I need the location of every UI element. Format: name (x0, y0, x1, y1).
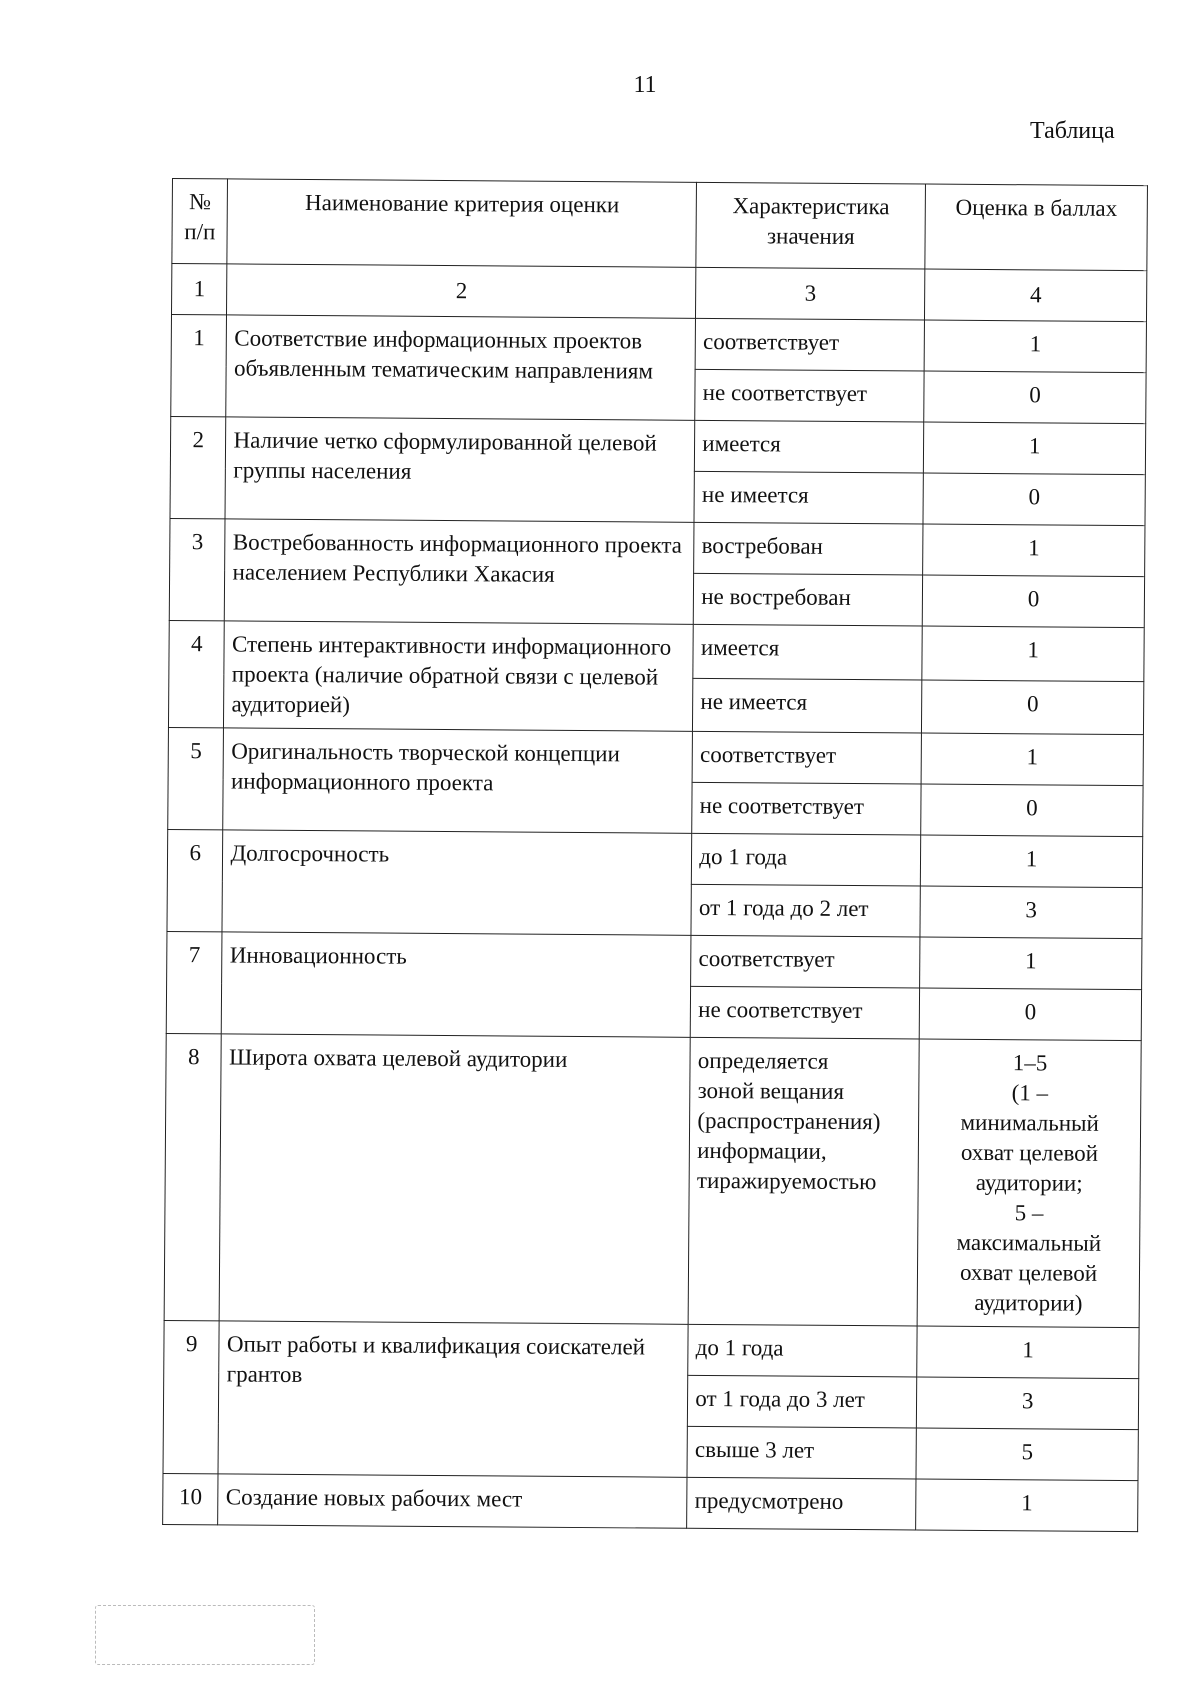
criterion-row (164, 1320, 1139, 1378)
table-header-row (172, 179, 1148, 271)
criterion-name: Опыт работы и квалификация соискателей грантов (218, 1321, 688, 1477)
criterion-score: 1 (916, 1479, 1138, 1532)
column-number: 4 (925, 269, 1147, 322)
criterion-number: 3 (169, 518, 225, 620)
criterion-row (169, 620, 1144, 681)
criterion-characteristic: не востребован (694, 573, 923, 626)
criterion-name: Степень интерактивности информационного проекта (наличие обратной связи с целевой аудиторией) (224, 621, 694, 731)
criterion-score: 3 (920, 886, 1142, 939)
criterion-score: 1 (921, 835, 1143, 888)
criterion-score: 0 (922, 680, 1144, 735)
criterion-score: 1 (924, 422, 1146, 475)
criterion-characteristic: от 1 года до 2 лет (691, 884, 920, 937)
criterion-score: 1 (922, 626, 1144, 681)
criterion-score: 0 (923, 473, 1145, 526)
criterion-number: 8 (164, 1033, 222, 1320)
criterion-name: Широта охвата целевой аудитории (220, 1034, 691, 1324)
document-stamp (95, 1605, 315, 1665)
criterion-row (167, 829, 1142, 887)
criterion-characteristic: не соответствует (692, 782, 921, 835)
criterion-name: Наличие четко сформулированной целевой группы населения (225, 417, 695, 522)
criterion-name: Долгосрочность (222, 830, 692, 935)
criterion-row (170, 416, 1145, 474)
criterion-number: 10 (163, 1473, 219, 1524)
criterion-characteristic: предусмотрено (687, 1477, 916, 1530)
criterion-name: Соответствие информационных проектов объявленным тематическим направлениям (226, 315, 696, 420)
criterion-score: 1 (917, 1326, 1139, 1379)
criterion-score: 5 (916, 1428, 1138, 1481)
header-num: № п/п (172, 179, 228, 264)
criterion-row (163, 1473, 1138, 1531)
criterion-name: Востребованность информационного проекта населением Республики Хакасия (225, 519, 695, 624)
criterion-characteristic: от 1 года до 3 лет (688, 1375, 917, 1428)
criterion-characteristic: имеется (693, 624, 922, 679)
criterion-row (171, 315, 1146, 373)
criterion-score: 0 (921, 784, 1143, 837)
criterion-characteristic: до 1 года (692, 833, 921, 886)
criterion-score: 1 (921, 733, 1143, 786)
column-numbers-row (171, 264, 1146, 322)
column-number: 3 (696, 267, 925, 320)
criterion-number: 5 (168, 727, 224, 829)
header-characteristic: Характеристика значения (696, 182, 925, 269)
criterion-characteristic: не соответствует (691, 986, 920, 1039)
criterion-characteristic: соответствует (691, 935, 920, 988)
criterion-number: 6 (167, 829, 223, 931)
criterion-number: 7 (166, 931, 222, 1033)
criterion-characteristic: не имеется (693, 678, 922, 733)
criterion-name: Создание новых рабочих мест (218, 1474, 687, 1528)
criterion-score: 1 (923, 524, 1145, 577)
criterion-score: 0 (919, 988, 1141, 1041)
criteria-table (162, 178, 1148, 1532)
criterion-characteristic: соответствует (692, 731, 921, 784)
column-number: 1 (171, 264, 227, 315)
criterion-row (164, 1033, 1141, 1327)
column-number: 2 (227, 264, 696, 318)
criterion-score: 1 (920, 937, 1142, 990)
criterion-score: 0 (924, 371, 1146, 424)
criterion-characteristic: не соответствует (695, 369, 924, 422)
page-number: 11 (633, 72, 657, 98)
criterion-number: 4 (168, 620, 224, 727)
criterion-row (170, 518, 1145, 576)
criterion-characteristic: соответствует (695, 318, 924, 371)
criterion-name: Оригинальность творческой концепции информационного проекта (223, 728, 693, 833)
criterion-score: 3 (917, 1377, 1139, 1430)
criterion-score: 1 (924, 320, 1146, 373)
criterion-number: 2 (170, 416, 226, 518)
criterion-name: Инновационность (222, 932, 692, 1037)
criterion-characteristic: имеется (695, 420, 924, 473)
table-caption: Таблица (1030, 118, 1115, 144)
criterion-characteristic: до 1 года (688, 1324, 917, 1377)
criterion-characteristic: востребован (694, 522, 923, 575)
criterion-score: 0 (922, 575, 1144, 628)
header-score: Оценка в баллах (925, 184, 1147, 271)
header-name: Наименование критерия оценки (227, 179, 696, 267)
criterion-characteristic: не имеется (694, 471, 923, 524)
criterion-number: 1 (171, 315, 227, 417)
criterion-characteristic: свыше 3 лет (687, 1426, 916, 1479)
criteria-body (163, 315, 1147, 1532)
criterion-row (167, 931, 1142, 989)
criterion-number: 9 (163, 1320, 220, 1473)
criterion-characteristic: определяется зоной вещания (распространения) информации, тиражируемостью (688, 1037, 919, 1326)
criterion-score: 1–5 (1 – минимальный охват целевой аудитории; 5 – максимальный охват целевой аудитории) (917, 1039, 1141, 1328)
criterion-row (168, 727, 1143, 785)
